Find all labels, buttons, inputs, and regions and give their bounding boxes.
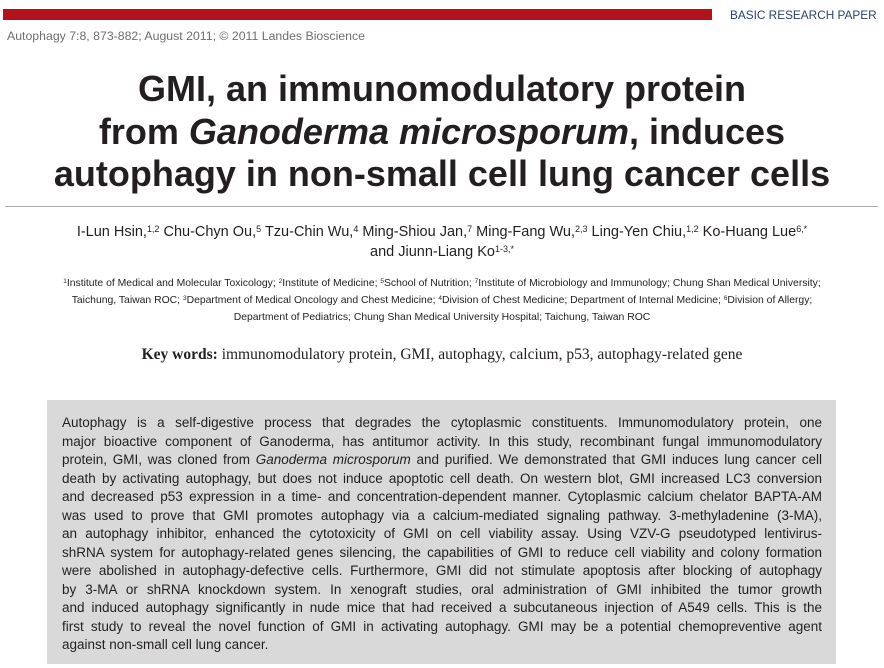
- abstract-line: was used to prove that GMI promotes autophagy via a calcium-mediated signaling pathway. 3-methyladenine (3-MA),: [62, 507, 822, 523]
- affiliation-marker: 2: [278, 277, 283, 285]
- affiliation-text: Department of Medical Oncology and Chest Medicine;: [186, 295, 439, 306]
- abstract-line: and decreased p53 expression in a time- and concentration-dependent manner. Cytoplasmic calcium chelator BAPTA-AM: [62, 489, 822, 504]
- author-affiliation-marker: 1-3,*: [495, 243, 514, 254]
- author-affiliation-marker: 1,2: [146, 223, 160, 234]
- author-affiliation-marker: 5: [256, 223, 262, 234]
- abstract-species-name: Ganoderma microsporum: [255, 452, 411, 467]
- keywords-text: immunomodulatory protein, GMI, autophagy, calcium, p53, autophagy-related gene: [217, 346, 743, 363]
- affiliation-line-2: [0, 292, 884, 309]
- title-line-1: GMI, an immunomodulatory protein: [137, 68, 746, 109]
- abstract-line: an autophagy inhibitor, enhanced the cytotoxicity of GMI on cell viability assay. Using VZV-G pseudotyped lentivirus-: [62, 526, 822, 541]
- author-name: Chu-Chyn Ou,: [163, 224, 257, 240]
- affiliation-text: Division of Allergy;: [727, 295, 813, 306]
- author-name: Ming-Shiou Jan,: [362, 224, 468, 240]
- abstract-line: first study to reveal the novel function of GMI in activating autophagy. GMI may be a potential chemopreventive agent: [62, 618, 822, 634]
- abstract-line: death by activating autophagy, but does not induce apoptotic cell death. On western blot, GMI increased LC3 conversion: [62, 470, 822, 486]
- author-name: Ming-Fang Wu,: [476, 224, 576, 240]
- author-affiliation-marker: 6,*: [796, 223, 808, 234]
- author: [362, 224, 472, 240]
- author-name: Jiunn-Liang Ko: [398, 244, 495, 260]
- affiliation-marker: 5: [380, 277, 384, 285]
- journal-color-bar: [3, 9, 712, 20]
- author-name: Ling-Yen Chiu,: [591, 224, 687, 240]
- affiliation-marker: 1: [63, 277, 67, 285]
- author: [77, 224, 160, 240]
- author-list: [0, 222, 884, 262]
- author: [476, 224, 587, 240]
- abstract-line: shRNA system for autophagy-related genes silencing, the capabilities of GMI to reduce cell viability and colony formation: [62, 544, 822, 560]
- affiliation-text: Institute of Medical and Molecular Toxicology;: [66, 278, 279, 289]
- author-name: I-Lun Hsin,: [76, 224, 147, 240]
- affiliation-marker: 4: [438, 294, 442, 302]
- abstract-line-part: and purified. We demonstrated that GMI induces lung cancer cell: [410, 452, 822, 467]
- abstract-line: Autophagy is a self-digestive process that degrades the cytoplasmic constituents. Immunomodulatory protein, one: [62, 415, 822, 430]
- keywords: [0, 345, 884, 365]
- paper-title: [0, 68, 884, 196]
- affiliation-list: [0, 275, 884, 326]
- title-line-2-prefix: from: [98, 110, 189, 152]
- abstract-line: major bioactive component of Ganoderma, has antitumor activity. In this study, recombinant fungal immunomodulatory: [62, 433, 822, 449]
- affiliation-text: Taichung, Taiwan ROC;: [71, 295, 183, 306]
- author: [265, 224, 358, 240]
- author-line-2: [0, 242, 884, 262]
- author-name: Tzu-Chin Wu,: [264, 224, 354, 240]
- keywords-label: Key words:: [141, 346, 218, 363]
- affiliation-line-3: [0, 309, 884, 326]
- affiliation-text: Division of Chest Medicine; Department of Internal Medicine;: [441, 295, 724, 306]
- title-line-3: autophagy in non-small cell lung cancer cells: [53, 153, 831, 194]
- title-divider: [5, 206, 878, 207]
- abstract-line-part: protein, GMI, was cloned from: [62, 452, 256, 467]
- paper-type-label: BASIC RESEARCH PAPER: [730, 8, 877, 22]
- author-affiliation-marker: 7: [467, 223, 473, 234]
- author-affiliation-marker: 1,2: [686, 223, 699, 234]
- affiliation-text: Institute of Medicine;: [282, 278, 381, 289]
- author: [398, 244, 514, 260]
- affiliation-text: School of Nutrition;: [383, 278, 475, 289]
- abstract-box: [47, 400, 836, 664]
- abstract-line: against non-small cell lung cancer.: [62, 637, 269, 652]
- journal-citation: Autophagy 7:8, 873-882; August 2011; © 2011 Landes Bioscience: [7, 29, 365, 43]
- title-line-2-suffix: , induces: [629, 110, 786, 152]
- affiliation-text: Department of Pediatrics; Chung Shan Medical University Hospital; Taichung, Taiwan ROC: [233, 312, 651, 323]
- abstract-line: [62, 451, 822, 470]
- author-connector: and: [370, 244, 395, 260]
- author-affiliation-marker: 2,3: [575, 223, 588, 234]
- abstract-line: and induced autophagy significantly in nude mice that had received a subcutaneous injection of A549 cells. This is the: [62, 600, 822, 615]
- title-species-name: Ganoderma microsporum: [188, 110, 630, 152]
- author-affiliation-marker: 4: [353, 223, 359, 234]
- affiliation-marker: 7: [474, 277, 479, 285]
- affiliation-marker: 6: [723, 294, 728, 302]
- affiliation-text: Institute of Microbiology and Immunology; Chung Shan Medical University;: [478, 278, 821, 289]
- author-line-1: [0, 222, 884, 242]
- author: [703, 224, 808, 240]
- abstract-line: were abolished in autophagy-defective cells. Furthermore, GMI did not stimulate apoptosis after blocking of autophagy: [62, 563, 822, 578]
- abstract-text: [62, 414, 822, 655]
- abstract-line: by 3-MA or shRNA knockdown system. In xenograft studies, oral administration of GMI inhibited the tumor growth: [62, 581, 822, 597]
- author: [163, 224, 261, 240]
- author-name: Ko-Huang Lue: [702, 224, 797, 240]
- title-line-2: [0, 111, 884, 154]
- affiliation-line-1: [0, 275, 884, 292]
- author: [592, 224, 699, 240]
- affiliation-marker: 3: [182, 294, 187, 302]
